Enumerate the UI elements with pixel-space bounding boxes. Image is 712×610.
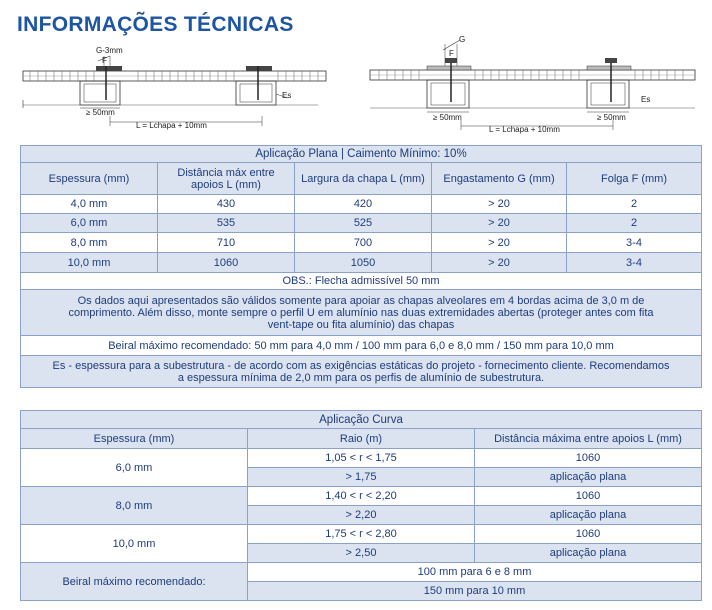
thickness-6: 6,0 mm (21, 449, 248, 487)
right-support (587, 58, 631, 108)
table-row: 6,0 mm 535 525 > 20 2 (21, 214, 702, 233)
f-label: F (449, 49, 454, 58)
note-substructure: Es - espessura para a subestrutura - de acordo com as exigências estáticas do projeto - fornecimento cliente. Recomendamos a espessura mínima de 2,0 mm para os perfis de alumínio de subestrutura. (21, 356, 702, 388)
es-label: Es (282, 91, 292, 100)
header-max-distance: Distância máx entre apoios L (mm) (158, 163, 295, 195)
length-label: L = Lchapa + 10mm (489, 125, 560, 134)
eave-value-2: 150 mm para 10 mm (248, 582, 702, 601)
note-validity: Os dados aqui apresentados são válidos somente para apoiar as chapas alveolares em 4 bordas acima de 3,0 m de comprimento. Além disso, monte sempre o perfil U em alumínio nas duas extremidades abertas (proteger antes com fita vent-tape ou fita alumínio) das chapas (21, 290, 702, 336)
table-row: 8,0 mm 710 700 > 20 3-4 (21, 233, 702, 253)
table-row: 4,0 mm 430 420 > 20 2 (21, 195, 702, 214)
page-title: INFORMAÇÕES TÉCNICAS (17, 13, 294, 36)
min-label-right: ≥ 50mm (597, 113, 626, 122)
length-label: L = Lchapa + 10mm (136, 121, 207, 130)
table-row: 10,0 mm 1060 1050 > 20 3-4 (21, 253, 702, 273)
curve-caption: Aplicação Curva (21, 411, 702, 429)
flat-installation-diagram-2 (365, 30, 701, 138)
min-label-left: ≥ 50mm (433, 113, 462, 122)
thickness-8: 8,0 mm (21, 487, 248, 525)
eave-label: Beiral máximo recomendado: (21, 563, 248, 601)
header-thickness: Espessura (mm) (21, 429, 248, 449)
min-label: ≥ 50mm (86, 108, 115, 117)
header-embedding: Engastamento G (mm) (432, 163, 567, 195)
g-label: G (459, 35, 466, 44)
f-label: F (102, 56, 107, 65)
flat-installation-diagram (18, 42, 338, 134)
g-label: G-3mm (96, 46, 123, 55)
flat-caption: Aplicação Plana | Caimento Mínimo: 10% (21, 146, 702, 163)
table-row: > 2,50 aplicação plana (21, 544, 702, 563)
flat-application-table (20, 145, 702, 388)
table-row: 6,0 mm 1,05 < r < 1,75 1060 (21, 449, 702, 468)
table-row: > 2,20 aplicação plana (21, 506, 702, 525)
eave-value-1: 100 mm para 6 e 8 mm (248, 563, 702, 582)
table-row: > 1,75 aplicação plana (21, 468, 702, 487)
panel-sheet (370, 70, 695, 80)
note-eave: Beiral máximo recomendado: 50 mm para 4,0 mm / 100 mm para 6,0 e 8,0 mm / 150 mm para 10,0 mm (21, 336, 702, 356)
thickness-10: 10,0 mm (21, 525, 248, 563)
header-radius: Raio (m) (248, 429, 475, 449)
table-row: 8,0 mm 1,40 < r < 2,20 1060 (21, 487, 702, 506)
panel-sheet (23, 71, 326, 81)
obs-note: OBS.: Flecha admissível 50 mm (21, 273, 702, 290)
curved-application-table (20, 410, 702, 601)
header-max-distance: Distância máxima entre apoios L (mm) (475, 429, 702, 449)
table-row: 10,0 mm 1,75 < r < 2,80 1060 (21, 525, 702, 544)
header-clearance: Folga F (mm) (567, 163, 702, 195)
header-sheet-width: Largura da chapa L (mm) (295, 163, 432, 195)
header-thickness: Espessura (mm) (21, 163, 158, 195)
es-label: Es (641, 95, 651, 104)
